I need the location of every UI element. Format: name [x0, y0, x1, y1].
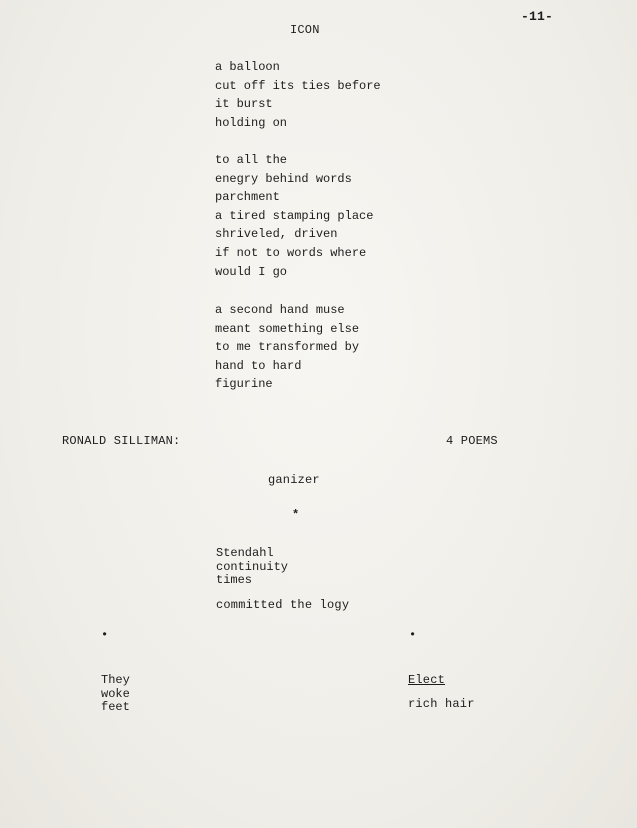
poem-line: a tired stamping place [215, 208, 374, 223]
poem-line: to all the [215, 153, 288, 167]
poem-line: meant something else [215, 321, 360, 336]
poem-line: hand to hard [215, 358, 302, 373]
poem-line: Stendahl [216, 546, 274, 560]
poem-title-elect: Elect [408, 673, 446, 687]
poem-line: enegry behind words [215, 171, 352, 186]
poem-line: it burst [215, 97, 273, 112]
poem-line: parchment [215, 190, 280, 205]
poem-line: would I go [215, 264, 288, 279]
poem-text-rich-hair: rich hair [408, 697, 475, 711]
poem-line: continuity [216, 559, 289, 574]
poem-line: They [101, 673, 130, 687]
bullet-left: • [101, 628, 109, 642]
poem-stendahl [216, 547, 288, 588]
poem-line: holding on [215, 115, 288, 130]
poem-stanza-1 [215, 58, 381, 132]
author-name: RONALD SILLIMAN: [62, 434, 181, 448]
section-heading: 4 POEMS [446, 434, 498, 448]
poem-line: cut off its ties before [215, 78, 381, 93]
page-number: -11- [521, 9, 554, 24]
poem-line: woke [101, 686, 130, 701]
poem-stanza-3 [215, 301, 359, 394]
poem-line: feet [101, 700, 130, 714]
poem-line: figurine [215, 377, 273, 392]
poem-title: ICON [290, 23, 320, 37]
star-mark: * [292, 508, 300, 522]
poem-line: times [216, 573, 253, 587]
poem-they [101, 674, 130, 715]
bullet-right: • [409, 628, 417, 642]
poem-stanza-2 [215, 151, 373, 281]
poem-line: if not to words where [215, 245, 367, 260]
poem-line: shriveled, driven [215, 227, 338, 242]
poem-line: to me transformed by [215, 340, 360, 355]
poem-line: a second hand muse [215, 303, 345, 317]
poem-text-ganizer: ganizer [268, 473, 320, 487]
poem-text-logy: committed the logy [216, 598, 350, 612]
poem-line: a balloon [215, 60, 280, 74]
